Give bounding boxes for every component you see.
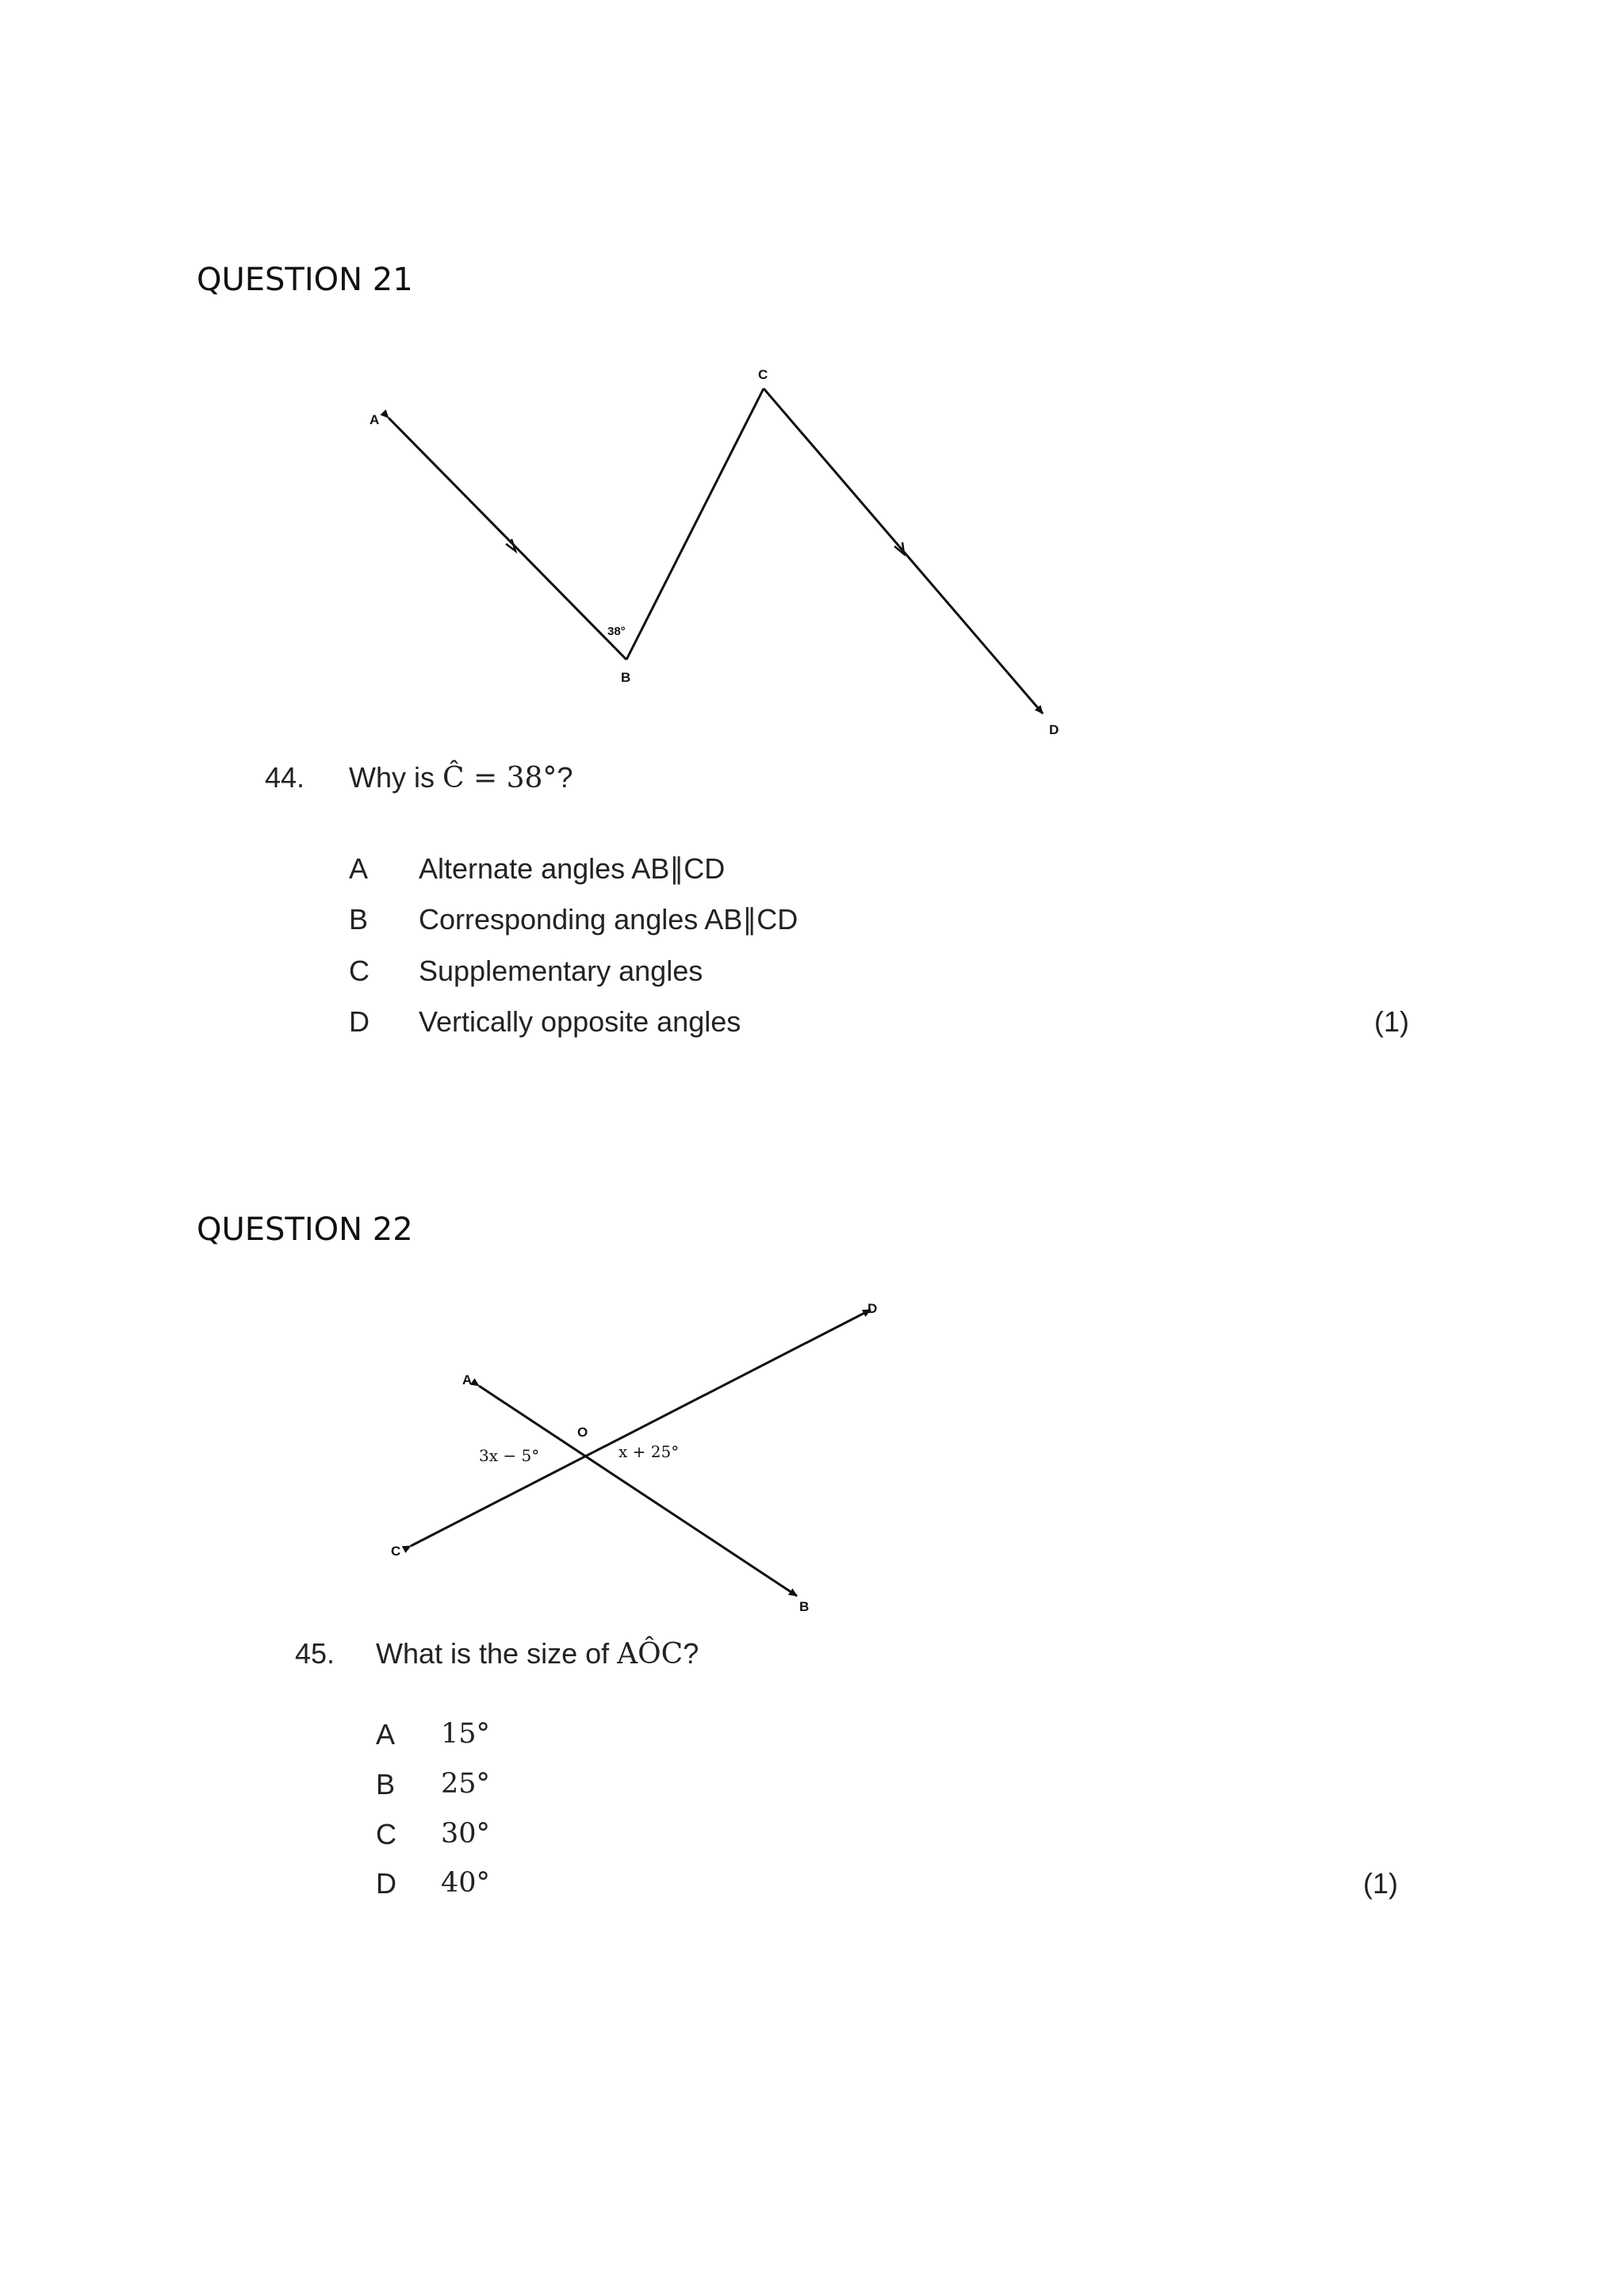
question-44-number: 44. xyxy=(265,761,305,794)
label-a: A xyxy=(462,1372,473,1387)
angle-label-b: 38° xyxy=(607,625,626,638)
q44-marks: (1) xyxy=(1374,1005,1409,1038)
prompt-text: Why is xyxy=(349,761,443,794)
q45-option-text[interactable]: 40° xyxy=(441,1867,491,1899)
label-c: C xyxy=(391,1544,401,1559)
q44-option-text[interactable]: Corresponding angles AB∥CD xyxy=(419,903,799,936)
prompt-math: Ĉ = 38° xyxy=(442,762,557,794)
question-22-heading: QUESTION 22 xyxy=(197,1211,413,1248)
angle-label-right: x + 25° xyxy=(619,1442,680,1461)
q44-option-text[interactable]: Vertically opposite angles xyxy=(419,1005,741,1038)
label-b: B xyxy=(621,670,631,685)
q44-option-letter[interactable]: B xyxy=(349,903,369,936)
label-o: O xyxy=(577,1425,588,1440)
question-45-number: 45. xyxy=(295,1637,335,1670)
line-ab xyxy=(479,1386,797,1596)
prompt-math: AÔC xyxy=(617,1638,684,1670)
q45-option-text[interactable]: 30° xyxy=(441,1818,491,1850)
q45-option-text[interactable]: 25° xyxy=(441,1768,491,1800)
label-b: B xyxy=(799,1599,810,1614)
q44-option-letter[interactable]: D xyxy=(349,1005,370,1038)
label-d: D xyxy=(868,1301,878,1316)
q45-option-text[interactable]: 15° xyxy=(441,1718,491,1750)
label-c: C xyxy=(758,367,768,382)
q45-option-letter[interactable]: B xyxy=(376,1768,396,1800)
q45-marks: (1) xyxy=(1363,1867,1398,1900)
q45-option-letter[interactable]: A xyxy=(376,1718,396,1751)
q44-option-letter[interactable]: C xyxy=(349,955,370,987)
line-cd xyxy=(411,1310,871,1546)
q44-option-letter[interactable]: A xyxy=(349,852,369,885)
label-a: A xyxy=(370,412,380,427)
angle-label-left: 3x − 5° xyxy=(479,1446,540,1465)
prompt-suffix: ? xyxy=(557,761,573,794)
question-21-heading: QUESTION 21 xyxy=(197,262,413,298)
prompt-suffix: ? xyxy=(683,1637,699,1670)
label-d: D xyxy=(1049,722,1059,737)
q45-option-letter[interactable]: D xyxy=(376,1867,396,1900)
prompt-text: What is the size of xyxy=(376,1637,618,1670)
question-45-prompt xyxy=(376,1637,699,1670)
q45-option-letter[interactable]: C xyxy=(376,1818,396,1850)
q44-option-text[interactable]: Alternate angles AB∥CD xyxy=(419,852,726,885)
q44-option-text[interactable]: Supplementary angles xyxy=(419,955,703,987)
